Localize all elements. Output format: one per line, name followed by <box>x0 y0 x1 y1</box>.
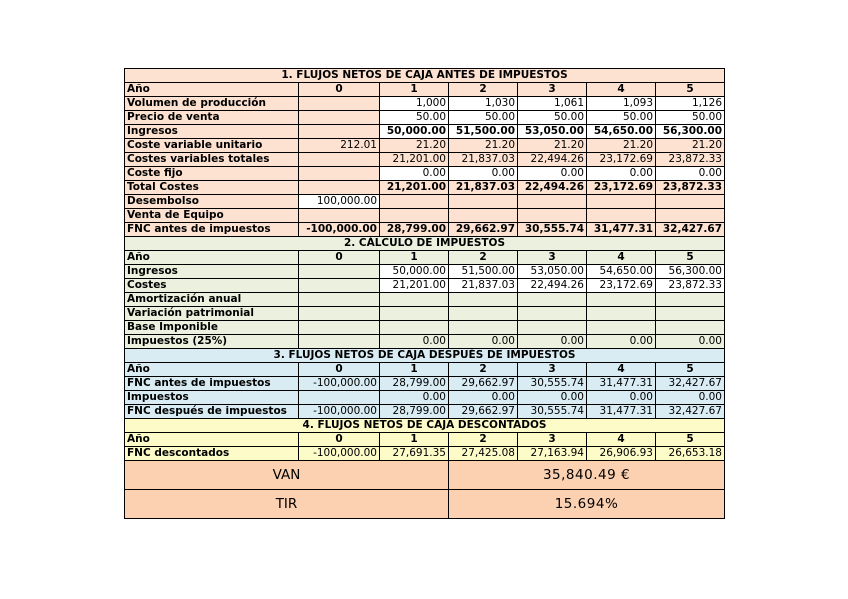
table-row <box>125 293 725 307</box>
tir-value[interactable]: 15.694% <box>449 490 725 519</box>
table-row <box>125 139 725 153</box>
header-cell[interactable]: 3 <box>518 251 587 265</box>
cell[interactable]: 28,799.00 <box>380 223 449 237</box>
cell[interactable]: 54,650.00 <box>587 265 656 279</box>
table-row <box>125 181 725 195</box>
cell[interactable]: 21,837.03 <box>449 153 518 167</box>
cell[interactable]: 212.01 <box>299 139 380 153</box>
cell[interactable] <box>518 293 587 307</box>
cell[interactable]: 0.00 <box>518 167 587 181</box>
cell[interactable] <box>380 293 449 307</box>
row-label[interactable]: FNC antes de impuestos <box>125 223 299 237</box>
table-row <box>125 335 725 349</box>
table-row <box>125 405 725 419</box>
cell[interactable] <box>587 293 656 307</box>
cell[interactable]: -100,000.00 <box>299 447 380 461</box>
cell[interactable]: 28,799.00 <box>380 405 449 419</box>
cell[interactable]: 0.00 <box>656 167 725 181</box>
table-row <box>125 279 725 293</box>
cell[interactable]: 29,662.97 <box>449 405 518 419</box>
header-cell[interactable]: 4 <box>587 433 656 447</box>
cell[interactable] <box>449 209 518 223</box>
table-row <box>125 97 725 111</box>
row-label[interactable]: Ingresos <box>125 125 299 139</box>
cell[interactable]: 53,050.00 <box>518 125 587 139</box>
header-cell[interactable]: 5 <box>656 433 725 447</box>
header-cell[interactable]: 0 <box>299 433 380 447</box>
cell[interactable]: 50,000.00 <box>380 265 449 279</box>
cell[interactable]: 31,477.31 <box>587 377 656 391</box>
cell[interactable] <box>449 307 518 321</box>
cell[interactable]: 0.00 <box>380 335 449 349</box>
row-label[interactable]: Coste fijo <box>125 167 299 181</box>
cell[interactable]: 0.00 <box>587 167 656 181</box>
cell[interactable] <box>299 181 380 195</box>
cell[interactable]: 51,500.00 <box>449 265 518 279</box>
cell[interactable] <box>518 195 587 209</box>
cell[interactable]: 22,494.26 <box>518 279 587 293</box>
cell[interactable] <box>299 265 380 279</box>
cell[interactable]: 0.00 <box>380 167 449 181</box>
cell[interactable] <box>518 307 587 321</box>
cell[interactable]: 0.00 <box>449 167 518 181</box>
cell[interactable]: 0.00 <box>518 391 587 405</box>
cell[interactable] <box>299 307 380 321</box>
cell[interactable] <box>299 97 380 111</box>
cell[interactable]: 0.00 <box>380 391 449 405</box>
header-cell[interactable]: 5 <box>656 83 725 97</box>
row-label[interactable]: Total Costes <box>125 181 299 195</box>
cell[interactable] <box>587 321 656 335</box>
table-row <box>125 307 725 321</box>
section-title[interactable]: 1. FLUJOS NETOS DE CAJA ANTES DE IMPUESTOS <box>125 69 725 83</box>
cell[interactable] <box>299 279 380 293</box>
row-label[interactable]: Ingresos <box>125 265 299 279</box>
header-cell[interactable]: 1 <box>380 433 449 447</box>
cell[interactable] <box>380 195 449 209</box>
cell[interactable]: 31,477.31 <box>587 405 656 419</box>
row-label[interactable]: Venta de Equipo <box>125 209 299 223</box>
header-cell[interactable]: Año <box>125 251 299 265</box>
cell[interactable]: 22,494.26 <box>518 153 587 167</box>
cell[interactable] <box>587 209 656 223</box>
header-cell[interactable]: Año <box>125 433 299 447</box>
cell[interactable]: 21.20 <box>449 139 518 153</box>
cell[interactable]: 50.00 <box>656 111 725 125</box>
cell[interactable]: 0.00 <box>587 335 656 349</box>
cell[interactable]: 50,000.00 <box>380 125 449 139</box>
cell[interactable]: 1,093 <box>587 97 656 111</box>
table-row <box>125 321 725 335</box>
cell[interactable]: 21.20 <box>380 139 449 153</box>
cell[interactable]: 27,163.94 <box>518 447 587 461</box>
section-title[interactable]: 3. FLUJOS NETOS DE CAJA DESPUÉS DE IMPUESTOS <box>125 349 725 363</box>
section-tax-calculation <box>125 237 725 349</box>
cell[interactable]: 50.00 <box>449 111 518 125</box>
cell[interactable] <box>449 321 518 335</box>
van-row <box>125 461 725 490</box>
cell[interactable]: 26,653.18 <box>656 447 725 461</box>
table-row <box>125 111 725 125</box>
row-label[interactable]: Costes variables totales <box>125 153 299 167</box>
header-cell[interactable]: 4 <box>587 363 656 377</box>
header-cell[interactable]: 2 <box>449 433 518 447</box>
cell[interactable]: 32,427.67 <box>656 223 725 237</box>
header-cell[interactable]: 0 <box>299 251 380 265</box>
cell[interactable]: -100,000.00 <box>299 377 380 391</box>
header-cell[interactable]: 3 <box>518 363 587 377</box>
cell[interactable] <box>380 321 449 335</box>
cell[interactable]: 0.00 <box>518 335 587 349</box>
cell[interactable]: 32,427.67 <box>656 377 725 391</box>
table-row <box>125 167 725 181</box>
cell[interactable] <box>299 391 380 405</box>
header-cell[interactable]: 0 <box>299 363 380 377</box>
header-cell[interactable]: 3 <box>518 433 587 447</box>
header-cell[interactable]: 5 <box>656 363 725 377</box>
cell[interactable]: 0.00 <box>587 391 656 405</box>
cell[interactable]: 28,799.00 <box>380 377 449 391</box>
section-title[interactable]: 2. CÁLCULO DE IMPUESTOS <box>125 237 725 251</box>
header-cell[interactable]: 3 <box>518 83 587 97</box>
cell[interactable]: 0.00 <box>656 391 725 405</box>
row-label[interactable]: Desembolso <box>125 195 299 209</box>
cell[interactable] <box>299 111 380 125</box>
cell[interactable]: 29,662.97 <box>449 223 518 237</box>
cell[interactable] <box>299 167 380 181</box>
cell[interactable] <box>587 307 656 321</box>
header-cell[interactable]: 2 <box>449 363 518 377</box>
header-cell[interactable]: 0 <box>299 83 380 97</box>
cell[interactable] <box>299 335 380 349</box>
cell[interactable]: 50.00 <box>518 111 587 125</box>
table-row <box>125 223 725 237</box>
cell[interactable] <box>380 209 449 223</box>
cell[interactable]: 1,030 <box>449 97 518 111</box>
cell[interactable] <box>449 293 518 307</box>
cell[interactable]: 1,061 <box>518 97 587 111</box>
cell[interactable] <box>518 209 587 223</box>
table-row <box>125 125 725 139</box>
cell[interactable]: 27,425.08 <box>449 447 518 461</box>
cell[interactable]: 21,201.00 <box>380 181 449 195</box>
cell[interactable] <box>656 307 725 321</box>
cell[interactable]: 23,172.69 <box>587 181 656 195</box>
tir-row <box>125 490 725 519</box>
table-row <box>125 447 725 461</box>
cell[interactable]: 56,300.00 <box>656 265 725 279</box>
cash-flow-table <box>124 68 725 519</box>
cell[interactable] <box>656 293 725 307</box>
cell[interactable]: 53,050.00 <box>518 265 587 279</box>
cell[interactable] <box>449 195 518 209</box>
results <box>125 461 725 519</box>
cell[interactable]: 0.00 <box>449 335 518 349</box>
cell[interactable]: 50.00 <box>380 111 449 125</box>
cell[interactable]: 21,201.00 <box>380 279 449 293</box>
cell[interactable]: 26,906.93 <box>587 447 656 461</box>
row-label[interactable]: FNC descontados <box>125 447 299 461</box>
cell[interactable]: 31,477.31 <box>587 223 656 237</box>
cell[interactable] <box>299 125 380 139</box>
cell[interactable] <box>656 195 725 209</box>
cell[interactable]: 0.00 <box>449 391 518 405</box>
cell[interactable]: 50.00 <box>587 111 656 125</box>
row-label[interactable]: FNC antes de impuestos <box>125 377 299 391</box>
cell[interactable] <box>299 321 380 335</box>
table-row <box>125 265 725 279</box>
tir-label[interactable]: TIR <box>125 490 449 519</box>
cell[interactable]: 23,172.69 <box>587 153 656 167</box>
header-row <box>125 433 725 447</box>
cell[interactable]: 21,837.03 <box>449 279 518 293</box>
cell[interactable] <box>299 209 380 223</box>
table-row <box>125 153 725 167</box>
cell[interactable]: 29,662.97 <box>449 377 518 391</box>
row-label[interactable]: Impuestos (25%) <box>125 335 299 349</box>
cell[interactable]: 51,500.00 <box>449 125 518 139</box>
cell[interactable]: 30,555.74 <box>518 223 587 237</box>
cell[interactable]: 1,126 <box>656 97 725 111</box>
cell[interactable]: 30,555.74 <box>518 405 587 419</box>
table-row <box>125 391 725 405</box>
van-value[interactable]: 35,840.49 € <box>449 461 725 490</box>
header-cell[interactable]: 5 <box>656 251 725 265</box>
section-title[interactable]: 4. FLUJOS NETOS DE CAJA DESCONTADOS <box>125 419 725 433</box>
header-cell[interactable]: 1 <box>380 251 449 265</box>
row-label[interactable]: Volumen de producción <box>125 97 299 111</box>
cell[interactable] <box>656 321 725 335</box>
header-cell[interactable]: 1 <box>380 83 449 97</box>
cell[interactable]: 54,650.00 <box>587 125 656 139</box>
cell[interactable]: 21.20 <box>518 139 587 153</box>
section-before-taxes <box>125 69 725 237</box>
cell[interactable]: 23,872.33 <box>656 153 725 167</box>
cell[interactable]: 30,555.74 <box>518 377 587 391</box>
row-label[interactable]: Amortización anual <box>125 293 299 307</box>
header-row <box>125 251 725 265</box>
row-label[interactable]: Base Imponible <box>125 321 299 335</box>
cell[interactable]: 23,172.69 <box>587 279 656 293</box>
row-label[interactable]: Precio de venta <box>125 111 299 125</box>
cell[interactable] <box>299 293 380 307</box>
cell[interactable]: 23,872.33 <box>656 181 725 195</box>
header-cell[interactable]: Año <box>125 363 299 377</box>
table-row <box>125 209 725 223</box>
header-row <box>125 363 725 377</box>
row-label[interactable]: Variación patrimonial <box>125 307 299 321</box>
header-row <box>125 83 725 97</box>
section-after-taxes <box>125 349 725 419</box>
cell[interactable]: 21.20 <box>656 139 725 153</box>
cell[interactable]: 0.00 <box>656 335 725 349</box>
row-label[interactable]: Coste variable unitario <box>125 139 299 153</box>
header-cell[interactable]: 4 <box>587 83 656 97</box>
header-cell[interactable]: Año <box>125 83 299 97</box>
cell[interactable] <box>380 307 449 321</box>
cell[interactable] <box>587 195 656 209</box>
row-label[interactable]: Costes <box>125 279 299 293</box>
cell[interactable]: 21,201.00 <box>380 153 449 167</box>
header-cell[interactable]: 2 <box>449 83 518 97</box>
cell[interactable]: 22,494.26 <box>518 181 587 195</box>
cell[interactable]: 1,000 <box>380 97 449 111</box>
van-label[interactable]: VAN <box>125 461 449 490</box>
header-cell[interactable]: 1 <box>380 363 449 377</box>
section-discounted <box>125 419 725 461</box>
header-cell[interactable]: 4 <box>587 251 656 265</box>
cell[interactable]: 23,872.33 <box>656 279 725 293</box>
table-row <box>125 195 725 209</box>
cell[interactable]: 27,691.35 <box>380 447 449 461</box>
cell[interactable]: -100,000.00 <box>299 223 380 237</box>
cell[interactable]: 21,837.03 <box>449 181 518 195</box>
cell[interactable] <box>299 153 380 167</box>
cell[interactable]: 21.20 <box>587 139 656 153</box>
spreadsheet <box>124 68 725 519</box>
cell[interactable]: -100,000.00 <box>299 405 380 419</box>
cell[interactable]: 32,427.67 <box>656 405 725 419</box>
cell[interactable] <box>518 321 587 335</box>
table-row <box>125 377 725 391</box>
cell[interactable]: 56,300.00 <box>656 125 725 139</box>
row-label[interactable]: FNC después de impuestos <box>125 405 299 419</box>
cell[interactable] <box>656 209 725 223</box>
row-label[interactable]: Impuestos <box>125 391 299 405</box>
cell[interactable]: 100,000.00 <box>299 195 380 209</box>
header-cell[interactable]: 2 <box>449 251 518 265</box>
